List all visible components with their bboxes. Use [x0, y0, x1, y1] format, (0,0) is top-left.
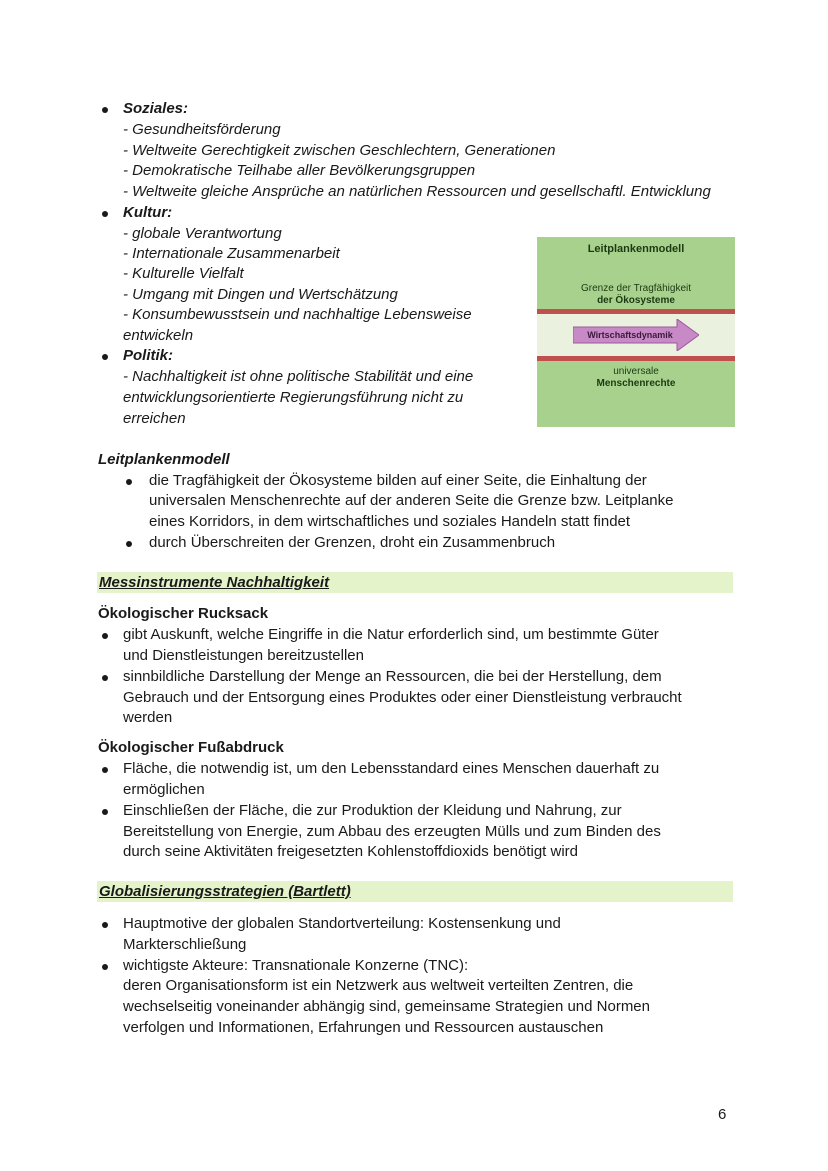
politik-item: erreichen: [123, 410, 186, 427]
global-text: wichtigste Akteure: Transnationale Konzerne (TNC):: [123, 957, 469, 974]
global-text: Hauptmotive der globalen Standortverteilung: Kostensenkung und: [123, 915, 561, 932]
diagram-top-label-2: der Ökosysteme: [597, 295, 675, 306]
politik-item: - Nachhaltigkeit ist ohne politische Stabilität und eine: [123, 368, 474, 385]
bullet: [102, 809, 108, 815]
bullet: [102, 633, 108, 639]
leitplanken-text: die Tragfähigkeit der Ökosysteme bilden auf einer Seite, die Einhaltung der: [149, 472, 647, 489]
global-text: deren Organisationsform ist ein Netzwerk aus weltweit verteilten Zentren, die: [123, 977, 634, 994]
bullet: [102, 107, 108, 113]
global-text: Markterschließung: [123, 936, 247, 953]
lower-guardrail: [537, 356, 735, 361]
fussabdruck-text: durch seine Aktivitäten freigesetzten Kohlenstoffdioxids benötigt wird: [123, 843, 578, 860]
mess-heading-text: Messinstrumente Nachhaltigkeit: [99, 574, 330, 591]
leitplanken-text: eines Korridors, in dem wirtschaftliches und soziales Handeln statt findet: [149, 513, 631, 530]
leitplanken-heading: Leitplankenmodell: [98, 451, 230, 468]
kultur-item: - globale Verantwortung: [123, 225, 282, 242]
rucksack-text: Gebrauch und der Entsorgung eines Produktes oder einer Dienstleistung verbraucht: [123, 689, 682, 706]
rucksack-text: sinnbildliche Darstellung der Menge an Ressourcen, die bei der Herstellung, dem: [123, 668, 662, 685]
diagram-top-label: Grenze der Tragfähigkeit: [580, 283, 692, 294]
bullet: [102, 211, 108, 217]
rucksack-heading: Ökologischer Rucksack: [98, 605, 269, 622]
soziales-item: - Weltweite Gerechtigkeit zwischen Geschlechtern, Generationen: [123, 142, 556, 159]
rucksack-text: werden: [123, 709, 173, 726]
bullet: [102, 767, 108, 773]
leitplanken-text: durch Überschreiten der Grenzen, droht ein Zusammenbruch: [149, 534, 556, 551]
arrow-label: Wirtschaftsdynamik: [587, 330, 673, 340]
leitplankenmodell-diagram: [537, 237, 735, 427]
kultur-item: - Umgang mit Dingen und Wertschätzung: [123, 286, 398, 303]
fussabdruck-text: Einschließen der Fläche, die zur Produktion der Kleidung und Nahrung, zur: [123, 802, 622, 819]
soziales-heading: Soziales:: [123, 100, 189, 117]
soziales-item: - Demokratische Teilhabe aller Bevölkerungsgruppen: [123, 162, 476, 179]
diagram-title: Leitplankenmodell: [587, 243, 685, 255]
bullet: [102, 354, 108, 360]
fussabdruck-text: ermöglichen: [123, 781, 205, 798]
bullet: [126, 541, 132, 547]
soziales-item: - Gesundheitsförderung: [123, 121, 281, 138]
kultur-item: - Konsumbewusstsein und nachhaltige Lebensweise: [123, 306, 472, 323]
bullet: [126, 479, 132, 485]
diagram-bottom-label-2: Menschenrechte: [596, 378, 676, 389]
section-heading-mess: [97, 572, 733, 593]
global-text: verfolgen und Informationen, Erfahrungen und Ressourcen austauschen: [123, 1019, 604, 1036]
fussabdruck-heading: Ökologischer Fußabdruck: [98, 739, 284, 756]
page-number: 6: [718, 1106, 727, 1123]
bullet: [102, 675, 108, 681]
kultur-item: entwickeln: [123, 327, 194, 344]
rucksack-text: und Dienstleistungen bereitzustellen: [123, 647, 364, 664]
fussabdruck-text: Bereitstellung von Energie, zum Abbau des erzeugten Mülls und zum Binden des: [123, 823, 661, 840]
leitplanken-text: universalen Menschenrechte auf der anderen Seite die Grenze bzw. Leitplanke: [149, 492, 674, 509]
kultur-item: - Kulturelle Vielfalt: [123, 265, 244, 282]
rucksack-text: gibt Auskunft, welche Eingriffe in die Natur erforderlich sind, um bestimmte Güter: [123, 626, 659, 643]
global-text: wechselseitig voneinander abhängig sind, gemeinsame Strategien und Normen: [123, 998, 650, 1015]
politik-heading: Politik:: [123, 347, 174, 364]
global-heading-text: Globalisierungsstrategien (Bartlett): [99, 883, 351, 900]
kultur-heading: Kultur:: [123, 204, 173, 221]
diagram-bottom-label: universale: [613, 366, 659, 377]
section-heading-global: [97, 881, 733, 902]
kultur-item: - Internationale Zusammenarbeit: [123, 245, 340, 262]
bullet: [102, 922, 108, 928]
politik-item: entwicklungsorientierte Regierungsführung nicht zu: [123, 389, 464, 406]
soziales-item: - Weltweite gleiche Ansprüche an natürlichen Ressourcen und gesellschaftl. Entwicklung: [123, 183, 711, 200]
fussabdruck-text: Fläche, die notwendig ist, um den Lebensstandard eines Menschen dauerhaft zu: [123, 760, 660, 777]
bullet: [102, 964, 108, 970]
